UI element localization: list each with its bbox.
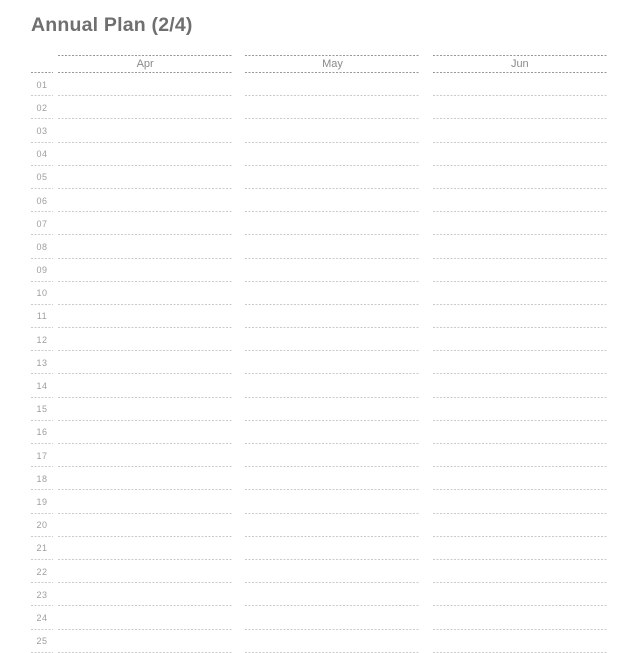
- plan-cell[interactable]: [245, 259, 419, 282]
- plan-cell[interactable]: [58, 305, 232, 328]
- day-number: 05: [36, 172, 48, 183]
- day-number-cell: [31, 305, 53, 328]
- plan-cell[interactable]: [58, 282, 232, 305]
- day-row: [31, 282, 607, 305]
- plan-cell[interactable]: [433, 73, 607, 96]
- plan-cell[interactable]: [58, 259, 232, 282]
- plan-cell[interactable]: [433, 351, 607, 374]
- plan-cell[interactable]: [433, 259, 607, 282]
- plan-cell[interactable]: [58, 467, 232, 490]
- plan-cell[interactable]: [433, 560, 607, 583]
- day-number: 10: [36, 288, 48, 299]
- month-header-cell: [433, 55, 607, 73]
- plan-cell[interactable]: [433, 328, 607, 351]
- plan-cell[interactable]: [433, 421, 607, 444]
- plan-cell[interactable]: [433, 189, 607, 212]
- day-row: [31, 259, 607, 282]
- day-number-cell: [31, 421, 53, 444]
- day-row: [31, 143, 607, 166]
- plan-cell[interactable]: [245, 328, 419, 351]
- day-row: [31, 630, 607, 653]
- plan-cell[interactable]: [245, 444, 419, 467]
- plan-table: [31, 55, 607, 653]
- day-row: [31, 583, 607, 606]
- day-row: [31, 189, 607, 212]
- plan-cell[interactable]: [58, 514, 232, 537]
- plan-cell[interactable]: [245, 119, 419, 142]
- day-row: [31, 514, 607, 537]
- plan-cell[interactable]: [58, 166, 232, 189]
- plan-cell[interactable]: [433, 490, 607, 513]
- day-number-cell: [31, 630, 53, 653]
- day-number: 14: [36, 381, 48, 392]
- plan-cell[interactable]: [58, 119, 232, 142]
- day-number: 20: [36, 520, 48, 531]
- plan-cell[interactable]: [245, 606, 419, 629]
- day-number-cell: [31, 514, 53, 537]
- day-number: 15: [36, 404, 48, 415]
- day-number-cell: [31, 560, 53, 583]
- plan-cell[interactable]: [433, 537, 607, 560]
- day-number: 01: [36, 79, 48, 90]
- plan-cell[interactable]: [433, 96, 607, 119]
- day-row: [31, 119, 607, 142]
- plan-cell[interactable]: [58, 96, 232, 119]
- plan-cell[interactable]: [433, 467, 607, 490]
- plan-cell[interactable]: [245, 143, 419, 166]
- day-number: 17: [36, 450, 48, 461]
- day-row: [31, 305, 607, 328]
- day-number-cell: [31, 351, 53, 374]
- day-number-cell: [31, 374, 53, 397]
- plan-cell[interactable]: [58, 235, 232, 258]
- month-label: Apr: [136, 58, 154, 70]
- day-row: [31, 490, 607, 513]
- plan-cell[interactable]: [433, 166, 607, 189]
- day-row: [31, 351, 607, 374]
- day-number-cell: [31, 235, 53, 258]
- day-row: [31, 606, 607, 629]
- day-row: [31, 560, 607, 583]
- day-number: 19: [36, 496, 48, 507]
- plan-cell[interactable]: [245, 630, 419, 653]
- plan-cell[interactable]: [245, 96, 419, 119]
- plan-cell[interactable]: [433, 305, 607, 328]
- day-number: 18: [36, 473, 48, 484]
- day-number-cell: [31, 259, 53, 282]
- plan-cell[interactable]: [58, 630, 232, 653]
- month-label: Jun: [510, 58, 529, 70]
- plan-cell[interactable]: [245, 560, 419, 583]
- plan-cell[interactable]: [433, 119, 607, 142]
- plan-cell[interactable]: [58, 143, 232, 166]
- day-number: 13: [36, 357, 48, 368]
- day-row: [31, 166, 607, 189]
- plan-cell[interactable]: [245, 514, 419, 537]
- page-title: Annual Plan (2/4): [31, 14, 193, 36]
- day-row: [31, 398, 607, 421]
- plan-cell[interactable]: [433, 374, 607, 397]
- day-number-cell: [31, 537, 53, 560]
- day-row: [31, 467, 607, 490]
- day-number-cell: [31, 166, 53, 189]
- plan-cell[interactable]: [433, 282, 607, 305]
- plan-cell[interactable]: [58, 73, 232, 96]
- day-number: 04: [36, 149, 48, 160]
- table-header-row: [31, 55, 607, 73]
- plan-cell[interactable]: [245, 189, 419, 212]
- plan-cell[interactable]: [433, 630, 607, 653]
- plan-cell[interactable]: [245, 351, 419, 374]
- day-number-cell: [31, 444, 53, 467]
- day-number: 08: [36, 241, 48, 252]
- day-number-cell: [31, 583, 53, 606]
- day-row: [31, 328, 607, 351]
- plan-cell[interactable]: [58, 560, 232, 583]
- plan-cell[interactable]: [245, 398, 419, 421]
- day-number-cell: [31, 490, 53, 513]
- day-number-cell: [31, 212, 53, 235]
- day-row: [31, 73, 607, 96]
- day-number-cell: [31, 119, 53, 142]
- plan-cell[interactable]: [245, 235, 419, 258]
- day-row: [31, 235, 607, 258]
- day-number-cell: [31, 606, 53, 629]
- day-number-cell: [31, 96, 53, 119]
- plan-cell[interactable]: [245, 282, 419, 305]
- day-number: 09: [36, 265, 48, 276]
- day-number: 02: [36, 102, 48, 113]
- day-row: [31, 212, 607, 235]
- day-number: 07: [36, 218, 48, 229]
- day-number: 03: [36, 125, 48, 136]
- day-number-cell: [31, 282, 53, 305]
- day-number: 11: [36, 311, 48, 322]
- plan-cell[interactable]: [58, 421, 232, 444]
- plan-cell[interactable]: [58, 351, 232, 374]
- plan-cell[interactable]: [58, 583, 232, 606]
- plan-cell[interactable]: [245, 305, 419, 328]
- day-row: [31, 444, 607, 467]
- plan-cell[interactable]: [245, 490, 419, 513]
- day-number: 12: [36, 334, 48, 345]
- plan-cell[interactable]: [245, 166, 419, 189]
- plan-cell[interactable]: [58, 328, 232, 351]
- plan-cell[interactable]: [58, 537, 232, 560]
- day-number: 24: [36, 612, 48, 623]
- plan-cell[interactable]: [58, 444, 232, 467]
- day-number: 22: [36, 566, 48, 577]
- day-row: [31, 374, 607, 397]
- plan-cell[interactable]: [433, 606, 607, 629]
- plan-cell[interactable]: [433, 212, 607, 235]
- plan-cell[interactable]: [433, 235, 607, 258]
- plan-cell[interactable]: [58, 606, 232, 629]
- day-number: 16: [36, 427, 48, 438]
- plan-cell[interactable]: [245, 374, 419, 397]
- day-number-cell: [31, 328, 53, 351]
- plan-cell[interactable]: [433, 143, 607, 166]
- day-number: 06: [36, 195, 48, 206]
- plan-cell[interactable]: [58, 490, 232, 513]
- plan-cell[interactable]: [58, 212, 232, 235]
- day-row: [31, 537, 607, 560]
- plan-cell[interactable]: [433, 444, 607, 467]
- plan-cell[interactable]: [245, 537, 419, 560]
- day-number: 25: [36, 636, 48, 647]
- day-number-cell: [31, 467, 53, 490]
- day-number-cell: [31, 143, 53, 166]
- day-row: [31, 96, 607, 119]
- month-header-cell: [245, 55, 419, 73]
- plan-cell[interactable]: [58, 189, 232, 212]
- month-header-cell: [58, 55, 232, 73]
- day-number: 23: [36, 589, 48, 600]
- plan-cell[interactable]: [433, 514, 607, 537]
- plan-cell[interactable]: [245, 421, 419, 444]
- day-number: 21: [36, 543, 48, 554]
- plan-cell[interactable]: [58, 398, 232, 421]
- day-number-cell: [31, 189, 53, 212]
- plan-cell[interactable]: [245, 73, 419, 96]
- day-number-cell: [31, 73, 53, 96]
- plan-cell[interactable]: [245, 467, 419, 490]
- day-number-cell: [31, 398, 53, 421]
- plan-cell[interactable]: [58, 374, 232, 397]
- plan-cell[interactable]: [245, 212, 419, 235]
- plan-cell[interactable]: [433, 583, 607, 606]
- day-row: [31, 421, 607, 444]
- month-label: May: [322, 58, 343, 70]
- day-header-spacer: [31, 55, 53, 73]
- plan-cell[interactable]: [433, 398, 607, 421]
- plan-cell[interactable]: [245, 583, 419, 606]
